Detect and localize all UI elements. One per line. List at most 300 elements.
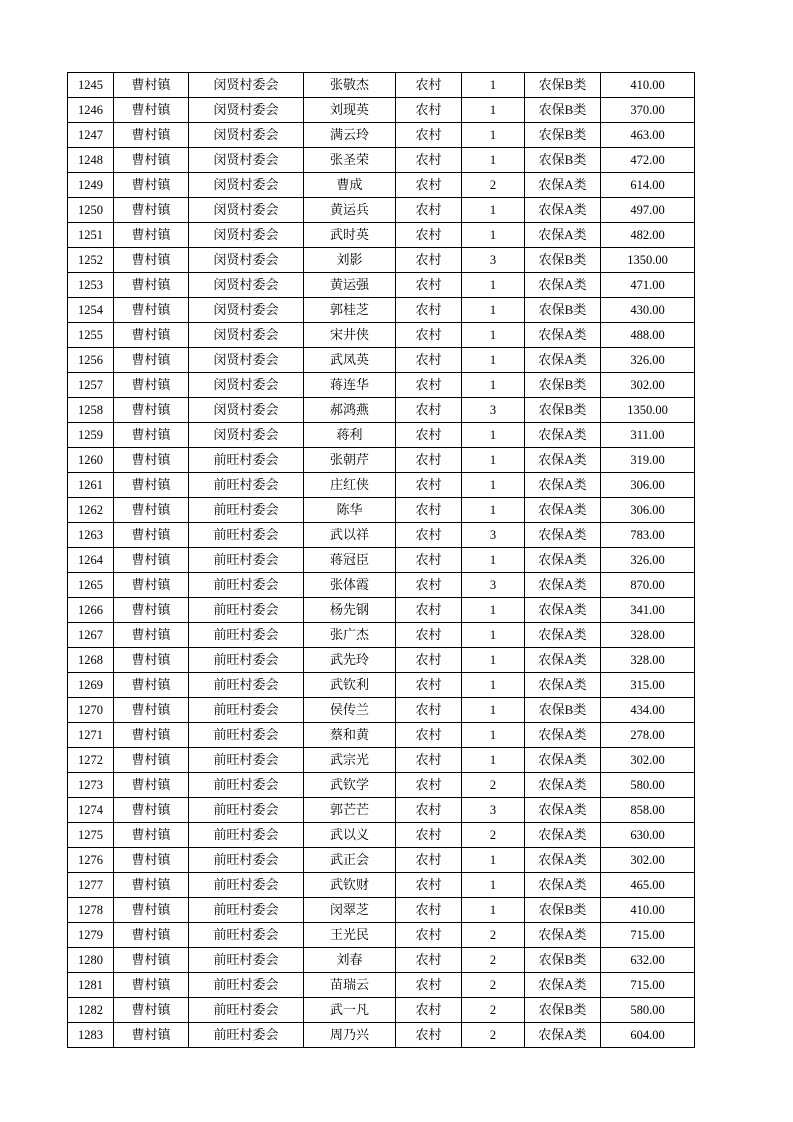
cell-household-count: 2 [462,948,525,973]
cell-area-type: 农村 [396,73,462,98]
cell-row-number: 1277 [68,873,114,898]
cell-area-type: 农村 [396,673,462,698]
cell-village-committee: 前旺村委会 [189,623,304,648]
cell-village-committee: 前旺村委会 [189,573,304,598]
cell-row-number: 1253 [68,273,114,298]
cell-amount: 471.00 [601,273,695,298]
cell-town: 曹村镇 [114,923,189,948]
cell-row-number: 1267 [68,623,114,648]
cell-row-number: 1262 [68,498,114,523]
cell-town: 曹村镇 [114,698,189,723]
cell-village-committee: 前旺村委会 [189,873,304,898]
cell-insurance-category: 农保B类 [525,298,601,323]
cell-village-committee: 前旺村委会 [189,448,304,473]
cell-town: 曹村镇 [114,748,189,773]
table-row [68,848,695,873]
cell-town: 曹村镇 [114,223,189,248]
cell-amount: 482.00 [601,223,695,248]
table-row [68,698,695,723]
cell-person-name: 武以义 [304,823,396,848]
cell-area-type: 农村 [396,723,462,748]
cell-town: 曹村镇 [114,548,189,573]
cell-area-type: 农村 [396,173,462,198]
cell-area-type: 农村 [396,548,462,573]
table-row [68,648,695,673]
cell-insurance-category: 农保B类 [525,73,601,98]
cell-household-count: 1 [462,748,525,773]
cell-area-type: 农村 [396,473,462,498]
table-row [68,398,695,423]
cell-household-count: 1 [462,148,525,173]
table-row [68,898,695,923]
cell-insurance-category: 农保A类 [525,598,601,623]
cell-amount: 326.00 [601,348,695,373]
cell-row-number: 1250 [68,198,114,223]
cell-area-type: 农村 [396,648,462,673]
cell-amount: 465.00 [601,873,695,898]
cell-insurance-category: 农保B类 [525,248,601,273]
cell-village-committee: 前旺村委会 [189,798,304,823]
cell-town: 曹村镇 [114,998,189,1023]
cell-insurance-category: 农保A类 [525,473,601,498]
cell-village-committee: 闵贤村委会 [189,323,304,348]
cell-household-count: 1 [462,898,525,923]
cell-town: 曹村镇 [114,373,189,398]
cell-person-name: 刘春 [304,948,396,973]
cell-amount: 632.00 [601,948,695,973]
cell-row-number: 1281 [68,973,114,998]
cell-row-number: 1264 [68,548,114,573]
cell-row-number: 1282 [68,998,114,1023]
table-row [68,748,695,773]
cell-amount: 328.00 [601,648,695,673]
table-row [68,273,695,298]
cell-area-type: 农村 [396,248,462,273]
cell-amount: 306.00 [601,498,695,523]
cell-village-committee: 前旺村委会 [189,523,304,548]
cell-row-number: 1273 [68,773,114,798]
cell-insurance-category: 农保A类 [525,523,601,548]
cell-insurance-category: 农保A类 [525,498,601,523]
cell-person-name: 宋井侠 [304,323,396,348]
cell-person-name: 周乃兴 [304,1023,396,1048]
cell-area-type: 农村 [396,798,462,823]
cell-person-name: 蔡和黄 [304,723,396,748]
cell-insurance-category: 农保A类 [525,848,601,873]
cell-town: 曹村镇 [114,73,189,98]
cell-row-number: 1276 [68,848,114,873]
cell-household-count: 2 [462,773,525,798]
cell-amount: 302.00 [601,373,695,398]
cell-row-number: 1260 [68,448,114,473]
cell-person-name: 张广杰 [304,623,396,648]
cell-village-committee: 闵贤村委会 [189,423,304,448]
cell-town: 曹村镇 [114,1023,189,1048]
table-row [68,573,695,598]
cell-row-number: 1257 [68,373,114,398]
cell-household-count: 1 [462,198,525,223]
cell-insurance-category: 农保A类 [525,573,601,598]
cell-household-count: 1 [462,423,525,448]
cell-area-type: 农村 [396,998,462,1023]
cell-village-committee: 前旺村委会 [189,998,304,1023]
cell-insurance-category: 农保A类 [525,273,601,298]
cell-town: 曹村镇 [114,423,189,448]
table-row [68,598,695,623]
table-row [68,373,695,398]
cell-town: 曹村镇 [114,98,189,123]
cell-household-count: 2 [462,973,525,998]
cell-person-name: 庄红侠 [304,473,396,498]
cell-row-number: 1272 [68,748,114,773]
cell-person-name: 武正会 [304,848,396,873]
cell-row-number: 1271 [68,723,114,748]
cell-amount: 302.00 [601,848,695,873]
cell-town: 曹村镇 [114,623,189,648]
cell-insurance-category: 农保A类 [525,923,601,948]
table-row [68,998,695,1023]
cell-insurance-category: 农保A类 [525,823,601,848]
cell-town: 曹村镇 [114,148,189,173]
cell-person-name: 武钦财 [304,873,396,898]
cell-row-number: 1246 [68,98,114,123]
cell-row-number: 1258 [68,398,114,423]
cell-person-name: 苗瑞云 [304,973,396,998]
cell-row-number: 1278 [68,898,114,923]
cell-household-count: 3 [462,523,525,548]
cell-village-committee: 闵贤村委会 [189,248,304,273]
cell-row-number: 1274 [68,798,114,823]
cell-amount: 410.00 [601,898,695,923]
cell-person-name: 张敬杰 [304,73,396,98]
cell-village-committee: 前旺村委会 [189,723,304,748]
cell-person-name: 曹成 [304,173,396,198]
cell-person-name: 武以祥 [304,523,396,548]
cell-town: 曹村镇 [114,648,189,673]
cell-household-count: 3 [462,248,525,273]
cell-village-committee: 前旺村委会 [189,498,304,523]
cell-town: 曹村镇 [114,973,189,998]
cell-row-number: 1256 [68,348,114,373]
cell-village-committee: 前旺村委会 [189,823,304,848]
cell-household-count: 1 [462,273,525,298]
cell-village-committee: 前旺村委会 [189,923,304,948]
cell-area-type: 农村 [396,498,462,523]
cell-insurance-category: 农保B类 [525,948,601,973]
cell-village-committee: 前旺村委会 [189,1023,304,1048]
cell-household-count: 1 [462,873,525,898]
cell-amount: 1350.00 [601,398,695,423]
cell-village-committee: 闵贤村委会 [189,373,304,398]
cell-amount: 311.00 [601,423,695,448]
cell-household-count: 1 [462,73,525,98]
cell-row-number: 1263 [68,523,114,548]
table-row [68,773,695,798]
cell-insurance-category: 农保B类 [525,998,601,1023]
cell-person-name: 张圣荣 [304,148,396,173]
table-row [68,548,695,573]
cell-area-type: 农村 [396,748,462,773]
cell-insurance-category: 农保B类 [525,148,601,173]
cell-row-number: 1251 [68,223,114,248]
cell-insurance-category: 农保A类 [525,723,601,748]
cell-village-committee: 前旺村委会 [189,548,304,573]
cell-person-name: 侯传兰 [304,698,396,723]
cell-area-type: 农村 [396,848,462,873]
cell-village-committee: 闵贤村委会 [189,348,304,373]
cell-village-committee: 前旺村委会 [189,773,304,798]
cell-village-committee: 闵贤村委会 [189,73,304,98]
table-body [68,73,695,1048]
cell-area-type: 农村 [396,623,462,648]
table-row [68,523,695,548]
table-row [68,673,695,698]
table-row [68,948,695,973]
cell-insurance-category: 农保A类 [525,448,601,473]
cell-area-type: 农村 [396,1023,462,1048]
cell-household-count: 1 [462,473,525,498]
cell-person-name: 武时英 [304,223,396,248]
cell-person-name: 满云玲 [304,123,396,148]
cell-village-committee: 闵贤村委会 [189,98,304,123]
cell-village-committee: 闵贤村委会 [189,273,304,298]
cell-household-count: 1 [462,548,525,573]
table-row [68,348,695,373]
cell-person-name: 郭桂芝 [304,298,396,323]
cell-amount: 326.00 [601,548,695,573]
cell-amount: 472.00 [601,148,695,173]
cell-area-type: 农村 [396,323,462,348]
cell-insurance-category: 农保A类 [525,423,601,448]
cell-amount: 341.00 [601,598,695,623]
cell-insurance-category: 农保A类 [525,773,601,798]
table-row [68,798,695,823]
cell-town: 曹村镇 [114,398,189,423]
cell-household-count: 2 [462,923,525,948]
cell-person-name: 武凤英 [304,348,396,373]
cell-area-type: 农村 [396,698,462,723]
cell-amount: 580.00 [601,773,695,798]
table-row [68,823,695,848]
cell-amount: 410.00 [601,73,695,98]
cell-household-count: 1 [462,448,525,473]
cell-town: 曹村镇 [114,773,189,798]
cell-household-count: 3 [462,573,525,598]
cell-area-type: 农村 [396,448,462,473]
cell-row-number: 1275 [68,823,114,848]
cell-insurance-category: 农保A类 [525,748,601,773]
cell-household-count: 1 [462,723,525,748]
cell-row-number: 1279 [68,923,114,948]
cell-area-type: 农村 [396,273,462,298]
cell-insurance-category: 农保A类 [525,548,601,573]
cell-village-committee: 前旺村委会 [189,473,304,498]
cell-amount: 580.00 [601,998,695,1023]
cell-person-name: 刘现英 [304,98,396,123]
cell-village-committee: 前旺村委会 [189,698,304,723]
cell-person-name: 黄运兵 [304,198,396,223]
table-row [68,98,695,123]
cell-person-name: 张朝芹 [304,448,396,473]
cell-area-type: 农村 [396,223,462,248]
cell-household-count: 1 [462,598,525,623]
cell-household-count: 1 [462,123,525,148]
cell-town: 曹村镇 [114,798,189,823]
cell-insurance-category: 农保B类 [525,98,601,123]
cell-amount: 870.00 [601,573,695,598]
cell-town: 曹村镇 [114,173,189,198]
cell-amount: 434.00 [601,698,695,723]
table-row [68,323,695,348]
cell-person-name: 王光民 [304,923,396,948]
cell-village-committee: 前旺村委会 [189,973,304,998]
cell-row-number: 1283 [68,1023,114,1048]
cell-area-type: 农村 [396,98,462,123]
cell-insurance-category: 农保A类 [525,798,601,823]
cell-amount: 488.00 [601,323,695,348]
cell-insurance-category: 农保B类 [525,123,601,148]
cell-amount: 1350.00 [601,248,695,273]
cell-area-type: 农村 [396,973,462,998]
cell-village-committee: 前旺村委会 [189,848,304,873]
cell-town: 曹村镇 [114,198,189,223]
table-row [68,173,695,198]
cell-village-committee: 前旺村委会 [189,598,304,623]
cell-town: 曹村镇 [114,448,189,473]
cell-area-type: 农村 [396,823,462,848]
cell-person-name: 武钦利 [304,673,396,698]
cell-insurance-category: 农保B类 [525,698,601,723]
cell-household-count: 1 [462,698,525,723]
cell-household-count: 1 [462,498,525,523]
cell-insurance-category: 农保A类 [525,873,601,898]
cell-area-type: 农村 [396,298,462,323]
cell-amount: 715.00 [601,923,695,948]
cell-insurance-category: 农保A类 [525,198,601,223]
cell-amount: 614.00 [601,173,695,198]
cell-town: 曹村镇 [114,523,189,548]
cell-row-number: 1248 [68,148,114,173]
cell-area-type: 农村 [396,373,462,398]
cell-town: 曹村镇 [114,898,189,923]
table-row [68,973,695,998]
cell-row-number: 1268 [68,648,114,673]
cell-amount: 328.00 [601,623,695,648]
cell-insurance-category: 农保A类 [525,348,601,373]
cell-household-count: 2 [462,823,525,848]
cell-row-number: 1270 [68,698,114,723]
cell-town: 曹村镇 [114,823,189,848]
cell-household-count: 1 [462,323,525,348]
cell-row-number: 1266 [68,598,114,623]
cell-row-number: 1247 [68,123,114,148]
cell-household-count: 1 [462,348,525,373]
cell-village-committee: 前旺村委会 [189,648,304,673]
cell-town: 曹村镇 [114,123,189,148]
cell-insurance-category: 农保A类 [525,673,601,698]
cell-town: 曹村镇 [114,848,189,873]
cell-row-number: 1254 [68,298,114,323]
cell-household-count: 2 [462,998,525,1023]
cell-area-type: 农村 [396,598,462,623]
cell-person-name: 陈华 [304,498,396,523]
cell-household-count: 2 [462,1023,525,1048]
cell-amount: 630.00 [601,823,695,848]
table-row [68,248,695,273]
cell-area-type: 农村 [396,523,462,548]
cell-area-type: 农村 [396,198,462,223]
cell-household-count: 3 [462,798,525,823]
cell-person-name: 武先玲 [304,648,396,673]
cell-household-count: 1 [462,98,525,123]
table-row [68,423,695,448]
cell-amount: 278.00 [601,723,695,748]
cell-town: 曹村镇 [114,323,189,348]
cell-village-committee: 前旺村委会 [189,948,304,973]
cell-amount: 783.00 [601,523,695,548]
cell-village-committee: 闵贤村委会 [189,148,304,173]
cell-village-committee: 闵贤村委会 [189,398,304,423]
cell-town: 曹村镇 [114,273,189,298]
cell-row-number: 1245 [68,73,114,98]
cell-town: 曹村镇 [114,473,189,498]
table-row [68,448,695,473]
cell-amount: 306.00 [601,473,695,498]
cell-insurance-category: 农保A类 [525,323,601,348]
cell-person-name: 张体霞 [304,573,396,598]
cell-area-type: 农村 [396,348,462,373]
table-row [68,148,695,173]
cell-person-name: 蒋冠臣 [304,548,396,573]
cell-village-committee: 闵贤村委会 [189,298,304,323]
cell-person-name: 蒋利 [304,423,396,448]
cell-person-name: 郭芒芒 [304,798,396,823]
table-row [68,73,695,98]
cell-town: 曹村镇 [114,948,189,973]
cell-village-committee: 闵贤村委会 [189,198,304,223]
cell-amount: 430.00 [601,298,695,323]
cell-village-committee: 前旺村委会 [189,673,304,698]
cell-row-number: 1252 [68,248,114,273]
cell-household-count: 1 [462,373,525,398]
cell-insurance-category: 农保A类 [525,1023,601,1048]
table-row [68,498,695,523]
cell-area-type: 农村 [396,773,462,798]
cell-area-type: 农村 [396,398,462,423]
cell-row-number: 1249 [68,173,114,198]
cell-insurance-category: 农保A类 [525,973,601,998]
table-row [68,923,695,948]
cell-town: 曹村镇 [114,248,189,273]
cell-person-name: 蒋连华 [304,373,396,398]
table-row [68,198,695,223]
cell-town: 曹村镇 [114,873,189,898]
cell-household-count: 1 [462,648,525,673]
cell-amount: 319.00 [601,448,695,473]
cell-row-number: 1265 [68,573,114,598]
cell-insurance-category: 农保A类 [525,623,601,648]
cell-village-committee: 前旺村委会 [189,748,304,773]
cell-amount: 858.00 [601,798,695,823]
cell-insurance-category: 农保B类 [525,898,601,923]
cell-person-name: 黄运强 [304,273,396,298]
cell-insurance-category: 农保A类 [525,173,601,198]
cell-town: 曹村镇 [114,573,189,598]
cell-village-committee: 闵贤村委会 [189,123,304,148]
cell-household-count: 1 [462,623,525,648]
table-row [68,1023,695,1048]
cell-amount: 463.00 [601,123,695,148]
